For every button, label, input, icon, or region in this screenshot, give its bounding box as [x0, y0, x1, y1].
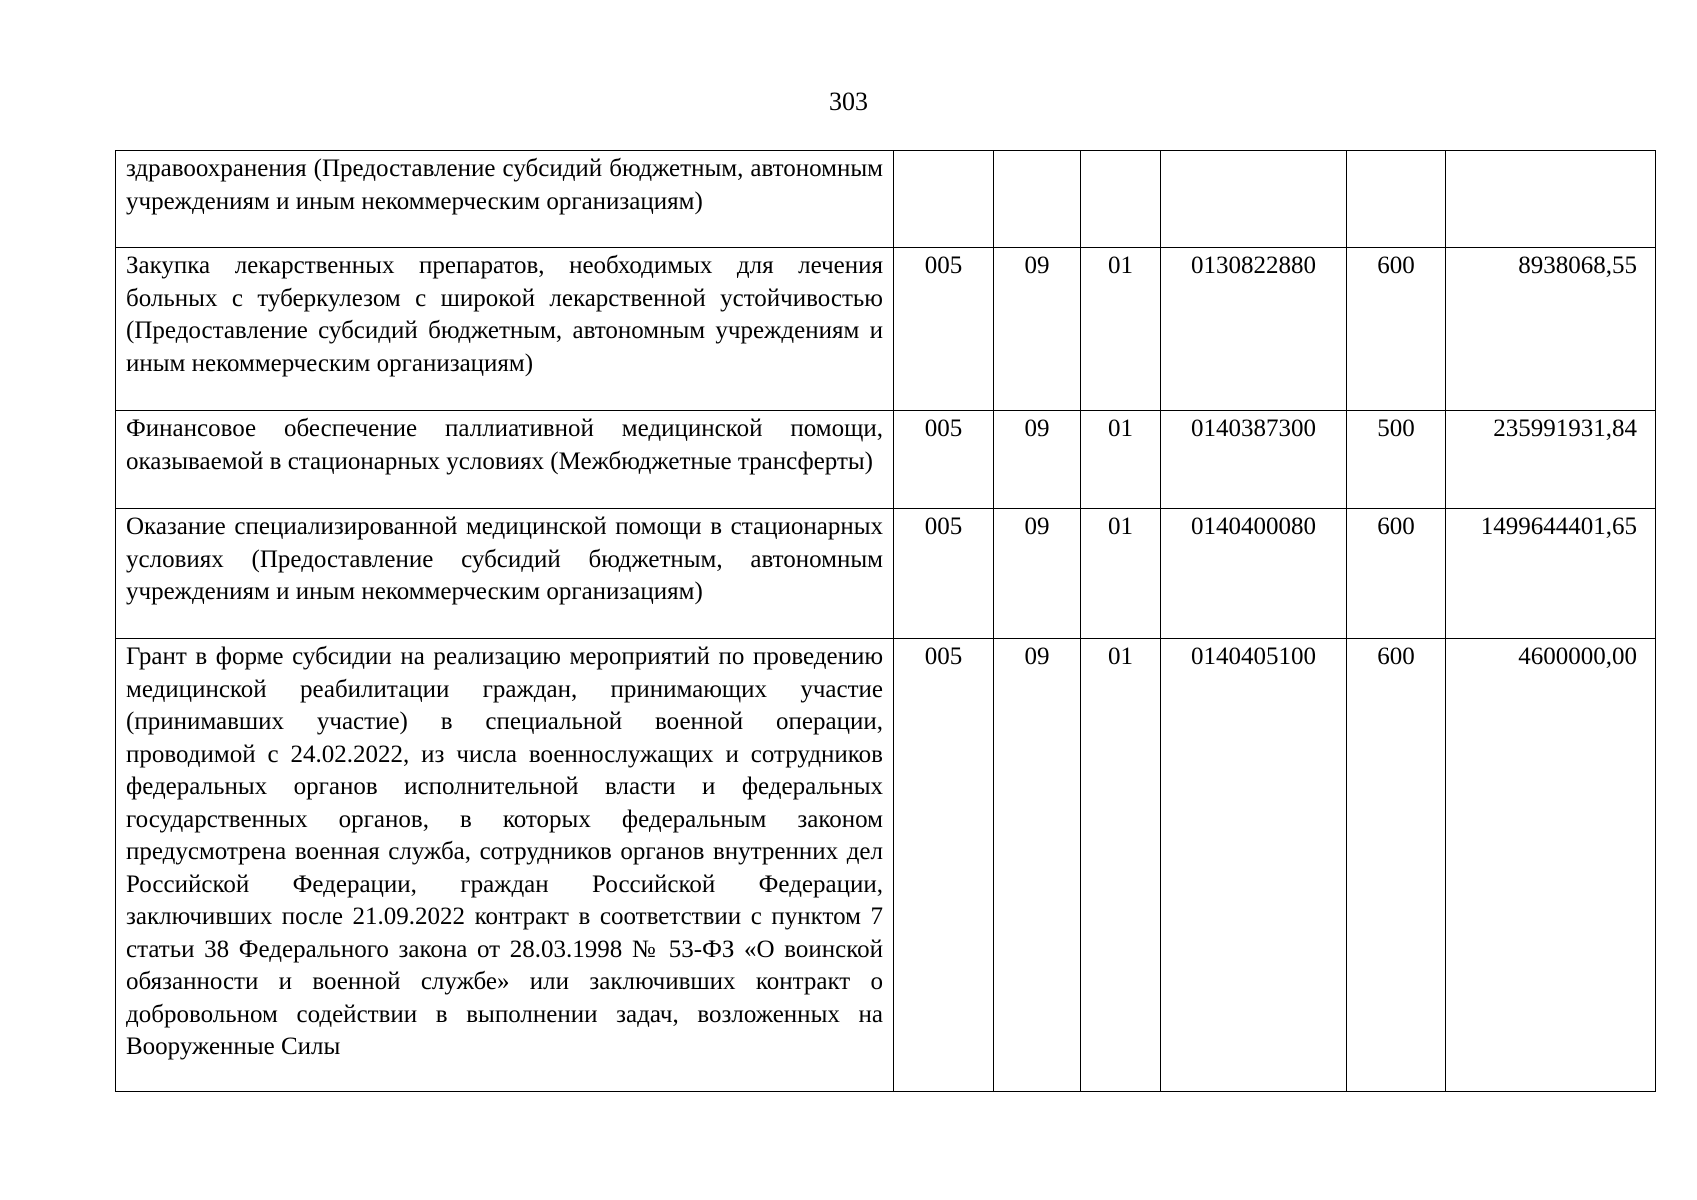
target-item-code-cell: 0140405100: [1161, 639, 1347, 1092]
section-code-cell: 09: [994, 248, 1081, 411]
section-code-cell: 09: [994, 411, 1081, 509]
table-row: [116, 411, 1656, 509]
table-row: [116, 509, 1656, 639]
table-row: [116, 248, 1656, 411]
section-code-cell: [994, 151, 1081, 248]
target-item-code-cell: 0140387300: [1161, 411, 1347, 509]
subsection-code-cell: 01: [1081, 248, 1161, 411]
target-item-code-cell: 0130822880: [1161, 248, 1347, 411]
amount-cell: 4600000,00: [1446, 639, 1656, 1092]
subsection-code-cell: 01: [1081, 411, 1161, 509]
expense-type-code-cell: 600: [1347, 639, 1446, 1092]
description-cell: здравоохранения (Предоставление субсидий бюджетным, автономным учреждениям и иным некоммерческим организациям): [116, 151, 894, 248]
subsection-code-cell: 01: [1081, 639, 1161, 1092]
section-code-cell: 09: [994, 509, 1081, 639]
amount-cell: 8938068,55: [1446, 248, 1656, 411]
ministry-code-cell: 005: [894, 248, 994, 411]
ministry-code-cell: 005: [894, 509, 994, 639]
subsection-code-cell: [1081, 151, 1161, 248]
section-code-cell: 09: [994, 639, 1081, 1092]
amount-cell: 235991931,84: [1446, 411, 1656, 509]
target-item-code-cell: [1161, 151, 1347, 248]
budget-table: [115, 150, 1656, 1092]
ministry-code-cell: [894, 151, 994, 248]
expense-type-code-cell: 500: [1347, 411, 1446, 509]
description-cell: Грант в форме субсидии на реализацию мероприятий по проведению медицинской реабилитации граждан, принимающих участие (принимавших участие) в специальной военной операции, проводимой с 24.02.2022, из числа военнослужащих и сотрудников федеральных органов исполнительной власти и федеральных государственных органов, в которых федеральным законом предусмотрена военная служба, сотрудников органов внутренних дел Российской Федерации, граждан Российской Федерации, заключивших после 21.09.2022 контракт в соответствии с пунктом 7 статьи 38 Федерального закона от 28.03.1998 № 53-ФЗ «О воинской обязанности и военной службе» или заключивших контракт о добровольном содействии в выполнении задач, возложенных на Вооруженные Силы: [116, 639, 894, 1092]
ministry-code-cell: 005: [894, 411, 994, 509]
description-cell: Оказание специализированной медицинской помощи в стационарных условиях (Предоставление субсидий бюджетным, автономным учреждениям и иным некоммерческим организациям): [116, 509, 894, 639]
description-cell: Финансовое обеспечение паллиативной медицинской помощи, оказываемой в стационарных условиях (Межбюджетные трансферты): [116, 411, 894, 509]
expense-type-code-cell: [1347, 151, 1446, 248]
description-cell: Закупка лекарственных препаратов, необходимых для лечения больных с туберкулезом с широкой лекарственной устойчивостью (Предоставление субсидий бюджетным, автономным учреждениям и иным некоммерческим организациям): [116, 248, 894, 411]
table-row: [116, 151, 1656, 248]
amount-cell: 1499644401,65: [1446, 509, 1656, 639]
subsection-code-cell: 01: [1081, 509, 1161, 639]
target-item-code-cell: 0140400080: [1161, 509, 1347, 639]
ministry-code-cell: 005: [894, 639, 994, 1092]
page-number: 303: [829, 87, 868, 116]
amount-cell: [1446, 151, 1656, 248]
table-row: [116, 639, 1656, 1092]
expense-type-code-cell: 600: [1347, 248, 1446, 411]
expense-type-code-cell: 600: [1347, 509, 1446, 639]
